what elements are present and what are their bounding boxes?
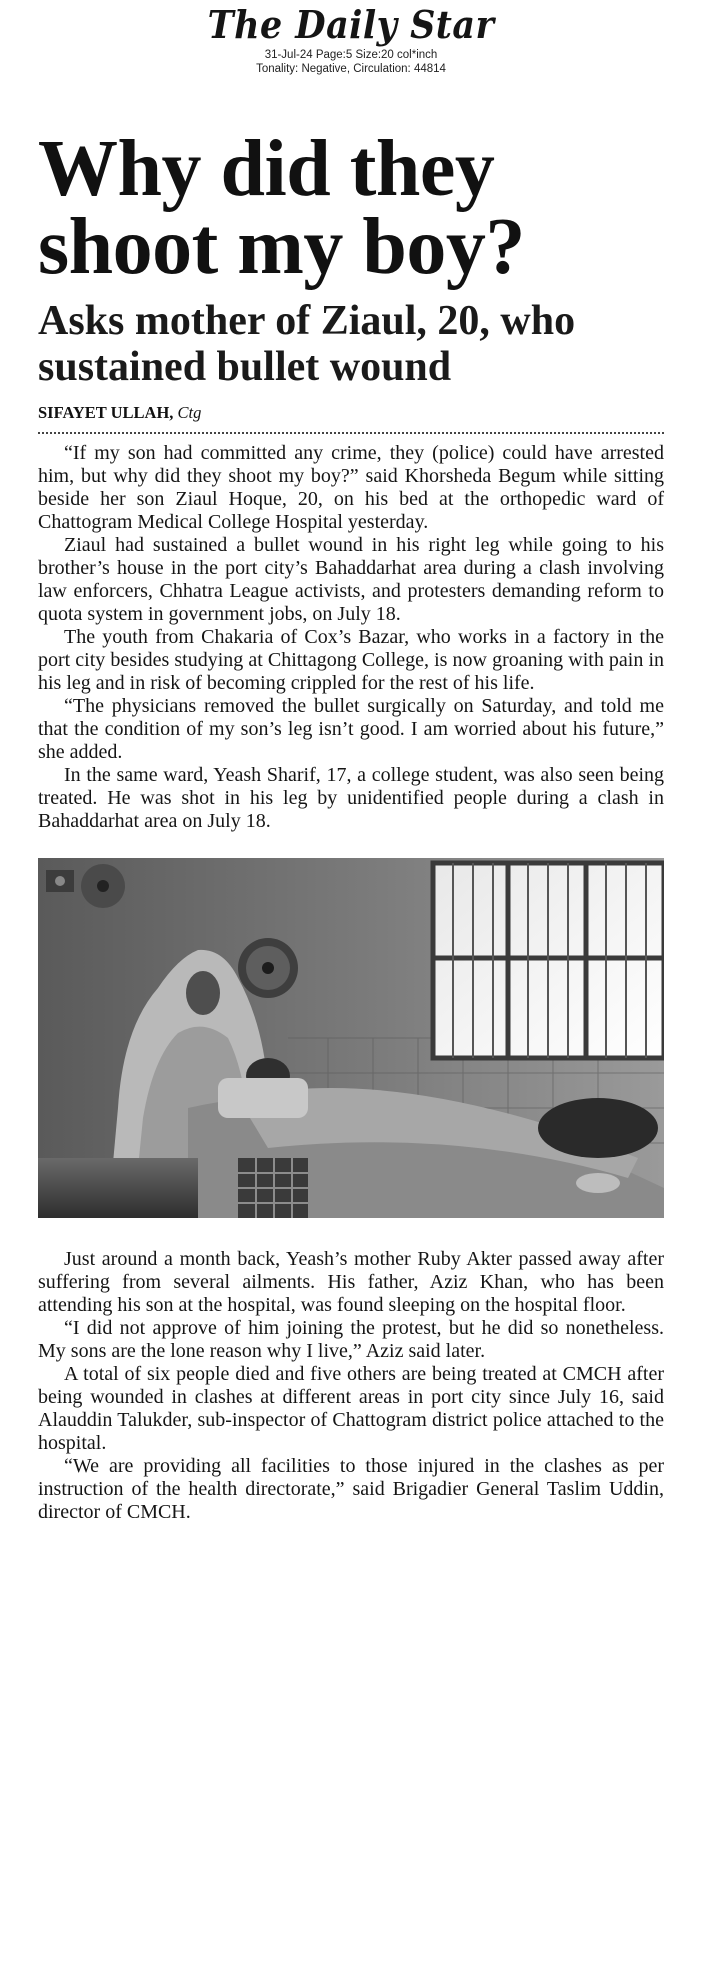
clip-meta-line-2: Tonality: Negative, Circulation: 44814 <box>256 63 446 75</box>
paragraph: A total of six people died and five others are being treated at CMCH after being wounded in clashes at different areas in port city since July 16, said Alauddin Talukder, sub-inspector of Chattogram district police attached to the hospital. <box>38 1363 664 1454</box>
paragraph: “If my son had committed any crime, they (police) could have arrested him, but why did they shoot my boy?” said Khorsheda Begum while sitting beside her son Ziaul Hoque, 20, on his bed at the orthopedic ward of Chattogram Medical College Hospital yesterday. <box>38 442 664 533</box>
byline-author: SIFAYET ULLAH, <box>38 403 174 422</box>
masthead <box>38 2 664 76</box>
headline-line-2: shoot my boy? <box>38 203 525 291</box>
paragraph: “We are providing all facilities to those injured in the clashes as per instruction of the health directorate,” said Brigadier General Taslim Uddin, director of CMCH. <box>38 1455 664 1523</box>
paragraph: The youth from Chakaria of Cox’s Bazar, who works in a factory in the port city besides studying at Chittagong College, is now groaning with pain in his leg and in risk of becoming crippled for the rest of his life. <box>38 626 664 694</box>
byline-location: Ctg <box>177 403 202 422</box>
subhead-line-2: sustained bullet wound <box>38 344 452 390</box>
paragraph: Just around a month back, Yeash’s mother Ruby Akter passed away after suffering from several ailments. His father, Aziz Khan, who has been attending his son at the hospital, was found sleeping on the hospital floor. <box>38 1248 664 1316</box>
article-body-bottom <box>38 1248 664 1524</box>
clip-meta-line-1: 31-Jul-24 Page:5 Size:20 col*inch <box>264 49 438 61</box>
photo-hospital-ward <box>38 858 664 1218</box>
paragraph: In the same ward, Yeash Sharif, 17, a college student, was also seen being treated. He was shot in his leg by unidentified people during a clash in Bahaddarhat area on July 18. <box>38 764 664 832</box>
photo-image <box>38 858 664 1218</box>
headline-line-1: Why did they <box>38 125 495 213</box>
headline <box>38 125 664 291</box>
news-clipping <box>38 0 664 1524</box>
byline <box>38 402 664 424</box>
newspaper-logo: The Daily Star <box>207 2 495 47</box>
subheadline <box>38 298 664 390</box>
article-body-top <box>38 442 664 833</box>
subhead-line-1: Asks mother of Ziaul, 20, who <box>38 298 576 344</box>
paragraph: Ziaul had sustained a bullet wound in his right leg while going to his brother’s house in the port city’s Bahaddarhat area during a clash involving law enforcers, Chhatra League activists, and protesters demanding reform to quota system in government jobs, on July 18. <box>38 534 664 625</box>
paragraph: “The physicians removed the bullet surgically on Saturday, and told me that the condition of my son’s leg isn’t good. I am worried about his future,” she added. <box>38 695 664 763</box>
paragraph: “I did not approve of him joining the protest, but he did so nonetheless. My sons are the lone reason why I live,” Aziz said later. <box>38 1317 664 1362</box>
dotted-divider <box>38 432 664 434</box>
